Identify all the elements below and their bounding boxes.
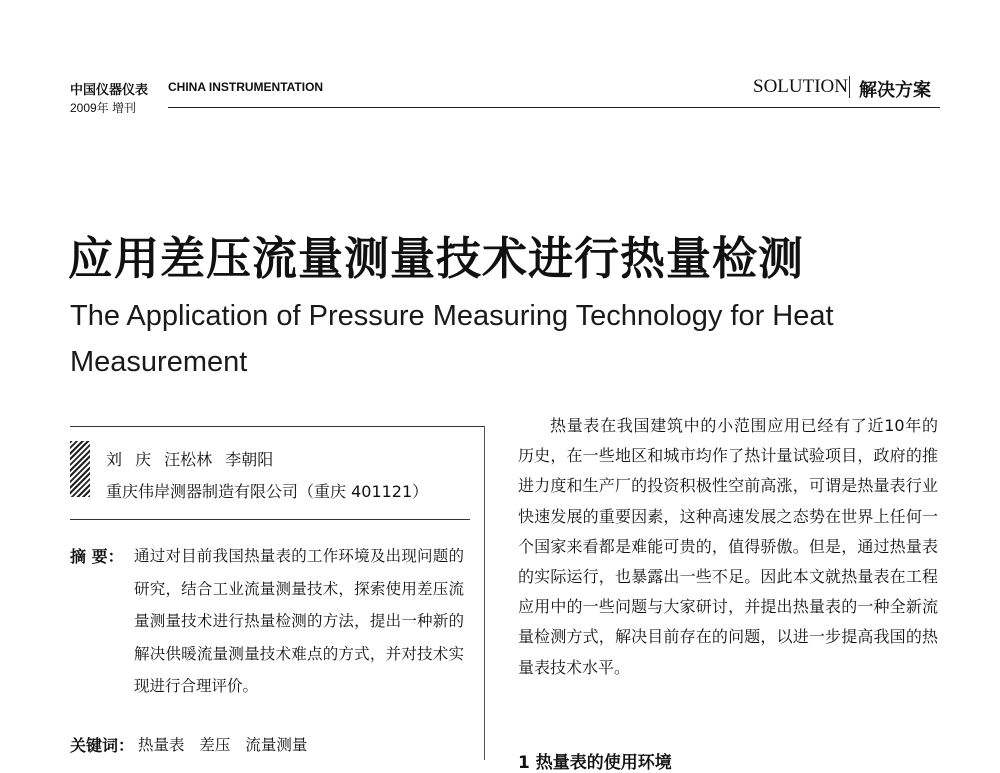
- author-box-divider: [70, 519, 470, 520]
- author-box-top-rule: [70, 426, 484, 427]
- keywords-label: 关键词：: [70, 736, 135, 755]
- issue-label: 2009年 增刊: [70, 101, 137, 115]
- section-label-cn: 解决方案: [859, 80, 931, 101]
- journal-logo-cn: 中国仪器仪表: [70, 83, 149, 98]
- author-list: 刘 庆 汪松林 李朝阳: [106, 450, 274, 469]
- abstract-label: 摘 要：: [70, 547, 124, 566]
- section-heading: 1 热量表的使用环境: [518, 753, 672, 773]
- header-rule: [168, 107, 940, 108]
- abstract-text: 通过对目前我国热量表的工作环境及出现问题的研究，结合工业流量测量技术，探索使用差压流量测量技术进行热量检测的方法，提出一种新的解决供暖流量测量技术难点的方式，并对技术实现进行合理评价。: [134, 547, 464, 695]
- author-ornament-icon: [70, 441, 90, 497]
- section-label-en: SOLUTION: [753, 76, 848, 97]
- author-affiliation: 重庆伟岸测器制造有限公司（重庆 401121）: [106, 482, 429, 501]
- article-title-cn: 应用差压流量测量技术进行热量检测: [68, 232, 805, 285]
- journal-name-en: CHINA INSTRUMENTATION: [168, 80, 324, 94]
- keywords-text: 热量表 差压 流量测量: [138, 736, 308, 754]
- article-title-en: The Application of Pressure Measuring Technology for Heat Measurement: [70, 300, 834, 378]
- column-divider: [484, 426, 485, 760]
- intro-paragraph: 热量表在我国建筑中的小范围应用已经有了近10年的历史，在一些地区和城市均作了热计量试验项目，政府的推进力度和生产厂的投资积极性空前高涨，可谓是热量表行业快速发展的重要因素，这种高速发展之态势在世界上任何一个国家来看都是难能可贵的，值得骄傲。但是，通过热量表的实际运行，也暴露出一些不足。因此本文就热量表在工程应用中的一些问题与大家研讨，并提出热量表的一种全新流量检测方式，解决目前存在的问题，以进一步提高我国的热量表技术水平。: [518, 416, 938, 677]
- header-divider: [849, 76, 850, 98]
